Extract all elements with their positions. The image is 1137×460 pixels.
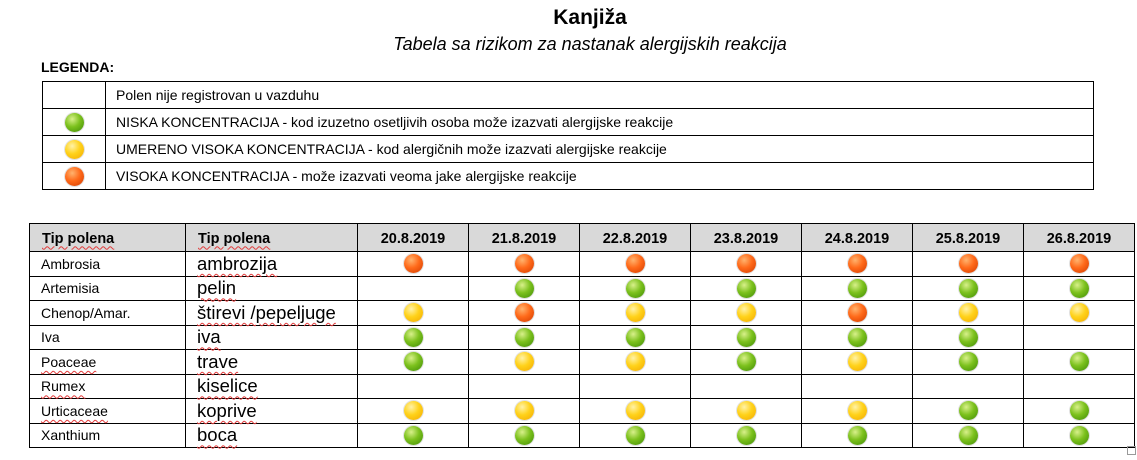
latin-name: Ambrosia: [41, 255, 101, 272]
risk-cell: [691, 325, 802, 350]
pollen-risk-table: [29, 223, 1135, 448]
legend-table: [42, 81, 1094, 190]
low-concentration-dot-icon: [404, 352, 423, 371]
legend-text: UMERENO VISOKA KONCENTRACIJA - kod alergičnih može izazvati alergijske reakcije: [106, 136, 1094, 163]
risk-cell: [802, 325, 913, 350]
risk-cell: [691, 252, 802, 277]
mid-concentration-dot-icon: [404, 401, 423, 420]
local-name: kiselice: [197, 375, 258, 397]
column-header-date: [691, 224, 802, 252]
low-concentration-dot-icon: [737, 426, 756, 445]
mid-concentration-dot-icon: [848, 401, 867, 420]
risk-cell: [913, 276, 1024, 301]
high-concentration-dot-icon: [737, 254, 756, 273]
mid-concentration-dot-icon: [404, 303, 423, 322]
mid-concentration-dot-icon: [626, 303, 645, 322]
mid-concentration-dot-icon: [626, 401, 645, 420]
local-name: iva: [197, 326, 221, 348]
latin-name-cell: [30, 276, 186, 301]
risk-cell: [802, 276, 913, 301]
column-header-label: 26.8.2019: [1046, 230, 1112, 247]
low-concentration-dot-icon: [515, 426, 534, 445]
risk-cell: [913, 399, 1024, 424]
mid-concentration-dot-icon: [848, 352, 867, 371]
local-name-cell: [186, 252, 358, 277]
low-concentration-dot-icon: [515, 279, 534, 298]
risk-cell: [913, 252, 1024, 277]
table-row: [30, 276, 1135, 301]
local-name: trave: [197, 350, 239, 372]
latin-name-cell: [30, 423, 186, 448]
local-name: pelin: [197, 277, 237, 299]
risk-cell: [469, 252, 580, 277]
latin-name: Chenop/Amar.: [41, 304, 131, 321]
mid-concentration-dot-icon: [1070, 303, 1089, 322]
column-header-label: 24.8.2019: [824, 230, 890, 247]
local-name-cell: [186, 399, 358, 424]
risk-cell: [802, 301, 913, 326]
risk-cell: [580, 374, 691, 399]
risk-cell: [691, 374, 802, 399]
low-concentration-dot-icon: [959, 426, 978, 445]
risk-cell: [469, 374, 580, 399]
legend-text: VISOKA KONCENTRACIJA - može izazvati veoma jake alergijske reakcije: [106, 163, 1094, 190]
local-name: boca: [197, 424, 238, 446]
column-header-label: 25.8.2019: [935, 230, 1001, 247]
mid-concentration-dot-icon: [65, 140, 84, 159]
low-concentration-dot-icon: [1070, 401, 1089, 420]
risk-cell: [913, 301, 1024, 326]
high-concentration-dot-icon: [848, 303, 867, 322]
risk-cell: [802, 399, 913, 424]
legend-text: NISKA KONCENTRACIJA - kod izuzetno osetljivih osoba može izazvati alergijske reakcije: [106, 109, 1094, 136]
table-resize-handle[interactable]: [1127, 446, 1136, 455]
legend-icon-cell: [43, 163, 106, 190]
risk-cell: [1024, 252, 1135, 277]
risk-cell: [913, 374, 1024, 399]
mid-concentration-dot-icon: [737, 401, 756, 420]
column-header-date: [802, 224, 913, 252]
risk-cell: [469, 325, 580, 350]
local-name-cell: [186, 350, 358, 375]
page-subtitle: Tabela sa rizikom za nastanak alergijskih reakcija: [393, 34, 787, 54]
high-concentration-dot-icon: [959, 254, 978, 273]
local-name: ambrozija: [197, 252, 278, 274]
risk-cell: [802, 374, 913, 399]
column-header-label: 20.8.2019: [380, 230, 446, 247]
risk-cell: [358, 301, 469, 326]
column-header-date: [913, 224, 1024, 252]
latin-name-cell: [30, 374, 186, 399]
latin-name-cell: [30, 399, 186, 424]
column-header-label: Tip polena: [42, 230, 115, 247]
risk-cell: [691, 350, 802, 375]
risk-cell: [1024, 350, 1135, 375]
low-concentration-dot-icon: [1070, 426, 1089, 445]
risk-cell: [691, 423, 802, 448]
column-header-date: [469, 224, 580, 252]
legend-row: [43, 82, 1094, 109]
local-name: koprive: [197, 399, 257, 421]
risk-cell: [358, 276, 469, 301]
legend-body: [43, 82, 1094, 190]
low-concentration-dot-icon: [404, 426, 423, 445]
column-header-date: [580, 224, 691, 252]
low-concentration-dot-icon: [737, 352, 756, 371]
mid-concentration-dot-icon: [515, 352, 534, 371]
low-concentration-dot-icon: [626, 328, 645, 347]
high-concentration-dot-icon: [515, 254, 534, 273]
low-concentration-dot-icon: [737, 328, 756, 347]
risk-cell: [580, 276, 691, 301]
risk-cell: [691, 276, 802, 301]
mid-concentration-dot-icon: [959, 303, 978, 322]
table-row: [30, 325, 1135, 350]
column-header-label: 23.8.2019: [713, 230, 779, 247]
table-row: [30, 350, 1135, 375]
risk-cell: [1024, 301, 1135, 326]
mid-concentration-dot-icon: [737, 303, 756, 322]
column-header-pollen-type: [30, 224, 186, 252]
low-concentration-dot-icon: [626, 426, 645, 445]
low-concentration-dot-icon: [404, 328, 423, 347]
risk-cell: [469, 350, 580, 375]
risk-cell: [469, 301, 580, 326]
low-concentration-dot-icon: [848, 328, 867, 347]
risk-cell: [691, 301, 802, 326]
low-concentration-dot-icon: [959, 352, 978, 371]
column-header-date: [1024, 224, 1135, 252]
risk-cell: [580, 252, 691, 277]
mid-concentration-dot-icon: [626, 352, 645, 371]
risk-cell: [358, 325, 469, 350]
low-concentration-dot-icon: [515, 328, 534, 347]
risk-cell: [1024, 374, 1135, 399]
risk-cell: [691, 399, 802, 424]
table-header-row: [30, 224, 1135, 252]
risk-cell: [802, 252, 913, 277]
risk-cell: [469, 423, 580, 448]
risk-cell: [580, 301, 691, 326]
risk-cell: [913, 350, 1024, 375]
risk-cell: [469, 276, 580, 301]
table-row: [30, 301, 1135, 326]
risk-cell: [913, 423, 1024, 448]
local-name-cell: [186, 423, 358, 448]
risk-cell: [358, 252, 469, 277]
low-concentration-dot-icon: [959, 401, 978, 420]
risk-cell: [580, 423, 691, 448]
risk-cell: [358, 374, 469, 399]
table-row: [30, 252, 1135, 277]
legend-text: Polen nije registrovan u vazduhu: [106, 82, 1094, 109]
mid-concentration-dot-icon: [515, 401, 534, 420]
high-concentration-dot-icon: [404, 254, 423, 273]
risk-cell: [1024, 423, 1135, 448]
low-concentration-dot-icon: [848, 279, 867, 298]
latin-name: Artemisia: [41, 280, 100, 297]
risk-cell: [802, 423, 913, 448]
high-concentration-dot-icon: [515, 303, 534, 322]
table-row: [30, 399, 1135, 424]
risk-cell: [580, 325, 691, 350]
risk-cell: [1024, 325, 1135, 350]
legend-row: [43, 136, 1094, 163]
latin-name: Iva: [41, 329, 60, 346]
local-name: štirevi /pepeljuge: [197, 301, 336, 323]
risk-cell: [913, 325, 1024, 350]
low-concentration-dot-icon: [959, 328, 978, 347]
low-concentration-dot-icon: [737, 279, 756, 298]
legend-icon-cell: [43, 82, 106, 109]
risk-cell: [802, 350, 913, 375]
page-title: Kanjiža: [553, 6, 627, 29]
latin-name-cell: [30, 252, 186, 277]
risk-cell: [580, 350, 691, 375]
latin-name: Xanthium: [41, 427, 101, 444]
low-concentration-dot-icon: [626, 279, 645, 298]
column-header-label: 22.8.2019: [602, 230, 668, 247]
legend-row: [43, 163, 1094, 190]
latin-name-cell: [30, 325, 186, 350]
local-name-cell: [186, 325, 358, 350]
table-row: [30, 374, 1135, 399]
risk-cell: [580, 399, 691, 424]
local-name-cell: [186, 374, 358, 399]
risk-cell: [1024, 399, 1135, 424]
latin-name-cell: [30, 301, 186, 326]
local-name-cell: [186, 276, 358, 301]
risk-cell: [358, 423, 469, 448]
latin-name: Poaceae: [41, 353, 97, 370]
risk-cell: [469, 399, 580, 424]
low-concentration-dot-icon: [959, 279, 978, 298]
legend-row: [43, 109, 1094, 136]
low-concentration-dot-icon: [1070, 352, 1089, 371]
low-concentration-dot-icon: [65, 113, 84, 132]
risk-cell: [1024, 276, 1135, 301]
legend-icon-cell: [43, 136, 106, 163]
column-header-label: Tip polena: [198, 230, 271, 247]
column-header-label: 21.8.2019: [491, 230, 557, 247]
column-header-pollen-type: [186, 224, 358, 252]
risk-cell: [358, 399, 469, 424]
high-concentration-dot-icon: [65, 167, 84, 186]
high-concentration-dot-icon: [626, 254, 645, 273]
latin-name: Rumex: [41, 378, 86, 395]
risk-cell: [358, 350, 469, 375]
high-concentration-dot-icon: [1070, 254, 1089, 273]
legend-label: LEGENDA:: [41, 59, 115, 75]
table-row: [30, 423, 1135, 448]
table-body: [30, 252, 1135, 448]
legend-icon-cell: [43, 109, 106, 136]
high-concentration-dot-icon: [848, 254, 867, 273]
local-name-cell: [186, 301, 358, 326]
low-concentration-dot-icon: [1070, 279, 1089, 298]
latin-name: Urticaceae: [41, 402, 108, 419]
column-header-date: [358, 224, 469, 252]
latin-name-cell: [30, 350, 186, 375]
low-concentration-dot-icon: [848, 426, 867, 445]
